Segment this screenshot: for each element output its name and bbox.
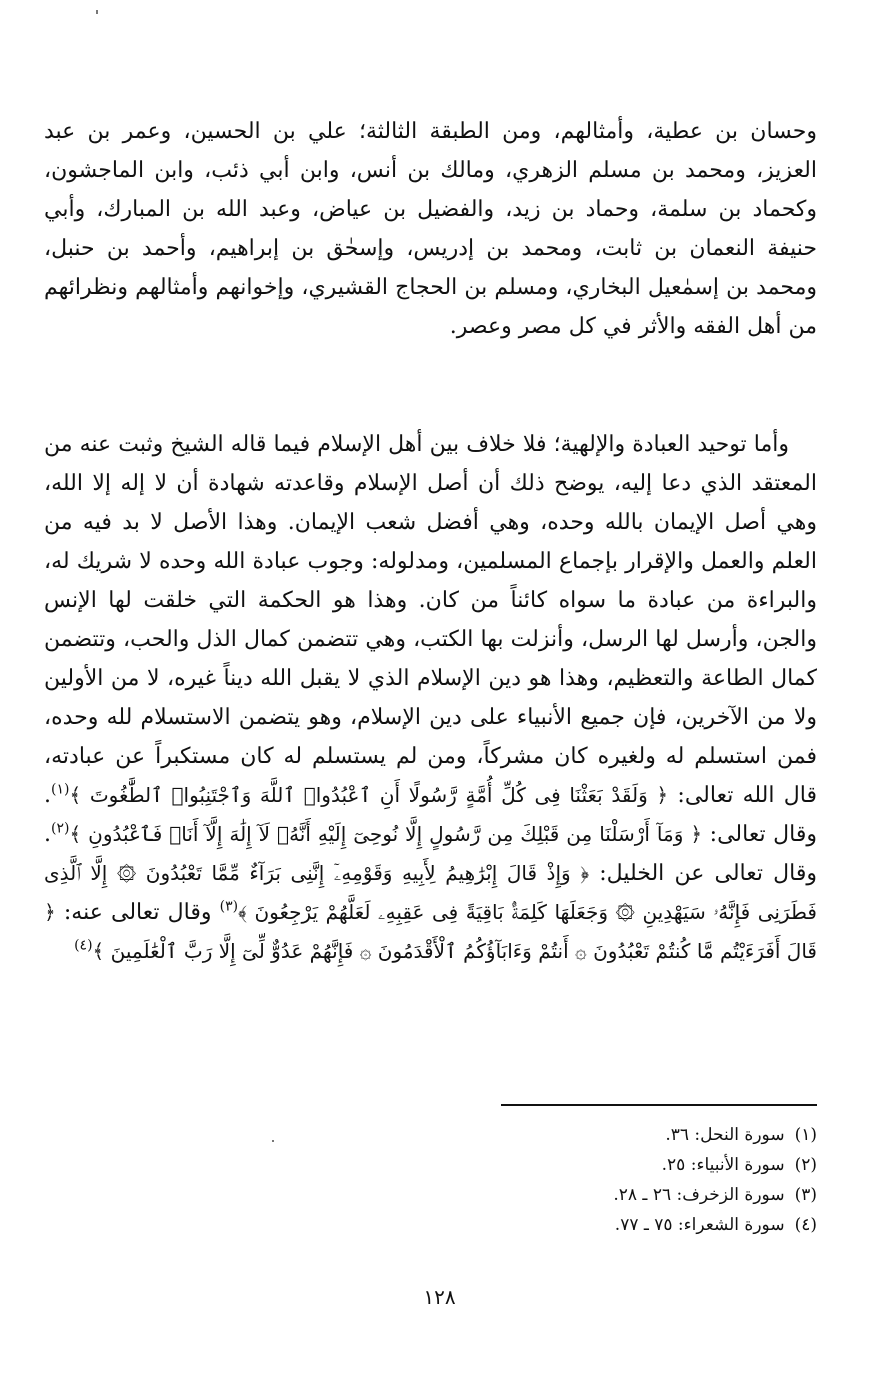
connector-text-1: . وقال تعالى: — [44, 783, 817, 847]
footnote-text: سورة النحل: ٣٦. — [665, 1125, 785, 1145]
footnote-text: سورة الأنبياء: ٢٥. — [661, 1155, 785, 1175]
footnote-ref-3[interactable]: (٣) — [219, 898, 239, 915]
scan-speck — [96, 10, 98, 14]
paragraph-scholars — [44, 112, 817, 346]
quran-verse-1: ﴿ وَلَقَدْ بَعَثْنَا فِى كُلِّ أُمَّةٍ رَّسُولًا أَنِ ٱعْبُدُوا۟ ٱللَّهَ وَٱجْتَنِبُوا۟ ٱلطَّٰغُوتَ ﴾ — [69, 783, 669, 807]
paragraph-tawhid-text — [44, 425, 817, 971]
footnote-item — [417, 1210, 817, 1240]
footnotes-section — [417, 1120, 817, 1240]
connector-text-2: . وقال تعالى عن الخليل: — [44, 822, 817, 886]
footnote-number: (١) — [794, 1125, 817, 1145]
footnote-divider — [501, 1104, 817, 1106]
quran-verse-3: ﴿ وَإِذْ قَالَ إِبْرَٰهِيمُ لِأَبِيهِ وَقَوْمِهِۦٓ إِنَّنِى بَرَآءٌ مِّمَّا تَعْبُدُونَ ۞ إِلَّا ٱلَّذِى فَطَرَنِى فَإِنَّهُۥ سَيَهْدِينِ ۞ وَجَعَلَهَا كَلِمَةًۢ بَاقِيَةً فِى عَقِبِهِۦ لَعَلَّهُمْ يَرْجِعُونَ ﴾ — [44, 861, 817, 924]
footnote-ref-1[interactable]: (١) — [51, 781, 70, 798]
footnote-number: (٢) — [794, 1155, 817, 1175]
footnote-text: سورة الشعراء: ٧٥ ـ ٧٧. — [614, 1215, 785, 1235]
footnote-item — [417, 1120, 817, 1150]
page-number: ١٢٨ — [423, 1285, 456, 1309]
footnote-text: سورة الزخرف: ٢٦ ـ ٢٨. — [613, 1185, 785, 1205]
footnote-item — [417, 1150, 817, 1180]
footnote-ref-4[interactable]: (٤) — [74, 937, 93, 954]
scan-speck — [272, 1140, 274, 1142]
footnote-item — [417, 1180, 817, 1210]
paragraph-scholars-text: وحسان بن عطية، وأمثالهم، ومن الطبقة الثالثة؛ علي بن الحسين، وعمر بن عبد العزيز، ومحمد بن مسلم الزهري، ومالك بن أنس، وابن أبي ذئب، وابن الماجشون، وكحماد بن سلمة، وحماد بن زيد، والفضيل بن عياض، وعبد الله بن المبارك، وأبي حنيفة النعمان بن ثابت، ومحمد بن إدريس، وإسحٰق بن إبراهيم، وأحمد بن حنبل، ومحمد بن إسمٰعيل البخاري، ومسلم بن الحجاج القشيري، وإخوانهم وأمثالهم ونظرائهم من أهل الفقه والأثر في كل مصر وعصر. — [44, 119, 817, 339]
paragraph-tawhid — [44, 425, 817, 971]
connector-text-3: وقال تعالى عنه: — [63, 900, 220, 925]
paragraph-tawhid-intro: وأما توحيد العبادة والإلهية؛ فلا خلاف بين أهل الإسلام فيما قاله الشيخ وثبت عنه من المعتقد الذي دعا إليه، يوضح ذلك أن أصل الإسلام وقاعدته شهادة أن لا إله إلا الله، وهي أصل الإيمان بالله وحده، وهي أفضل شعب الإيمان. وهذا الأصل لا بد فيه من العلم والعمل والإقرار بإجماع المسلمين، ومدلوله: وجوب عبادة الله وحده لا شريك له، والبراءة من عبادة ما سواه كائناً من كان. وهذا هو الحكمة التي خلقت لها الإنس والجن، وأرسل لها الرسل، وأنزلت بها الكتب، وهي تتضمن كمال الذل والحب، وتتضمن كمال الطاعة والتعظيم، وهذا هو دين الإسلام الذي لا يقبل الله ديناً غيره، لا من الأولين ولا من الآخرين، فإن جميع الأنبياء على دين الإسلام، وهو يتضمن الاستسلام لله وحده، فمن استسلم له ولغيره كان مشركاً، ومن لم يستسلم له كان مستكبراً عن عبادته، قال الله تعالى: — [44, 432, 817, 808]
footnote-number: (٤) — [794, 1215, 817, 1235]
footnote-ref-2[interactable]: (٢) — [51, 820, 70, 837]
quran-verse-2: ﴿ وَمَآ أَرْسَلْنَا مِن قَبْلِكَ مِن رَّسُولٍ إِلَّا نُوحِىٓ إِلَيْهِ أَنَّهُۥ لَآ إِلَٰهَ إِلَّآ أَنَا۠ فَٱعْبُدُونِ ﴾ — [69, 822, 703, 846]
footnote-number: (٣) — [794, 1185, 817, 1205]
quran-verse-4: ﴿ قَالَ أَفَرَءَيْتُم مَّا كُنتُمْ تَعْبُدُونَ ۞ أَنتُمْ وَءَابَآؤُكُمُ ٱلْأَقْدَمُونَ ۞ فَإِنَّهُمْ عَدُوٌّ لِّىٓ إِلَّا رَبَّ ٱلْعَٰلَمِينَ ﴾ — [44, 900, 817, 963]
